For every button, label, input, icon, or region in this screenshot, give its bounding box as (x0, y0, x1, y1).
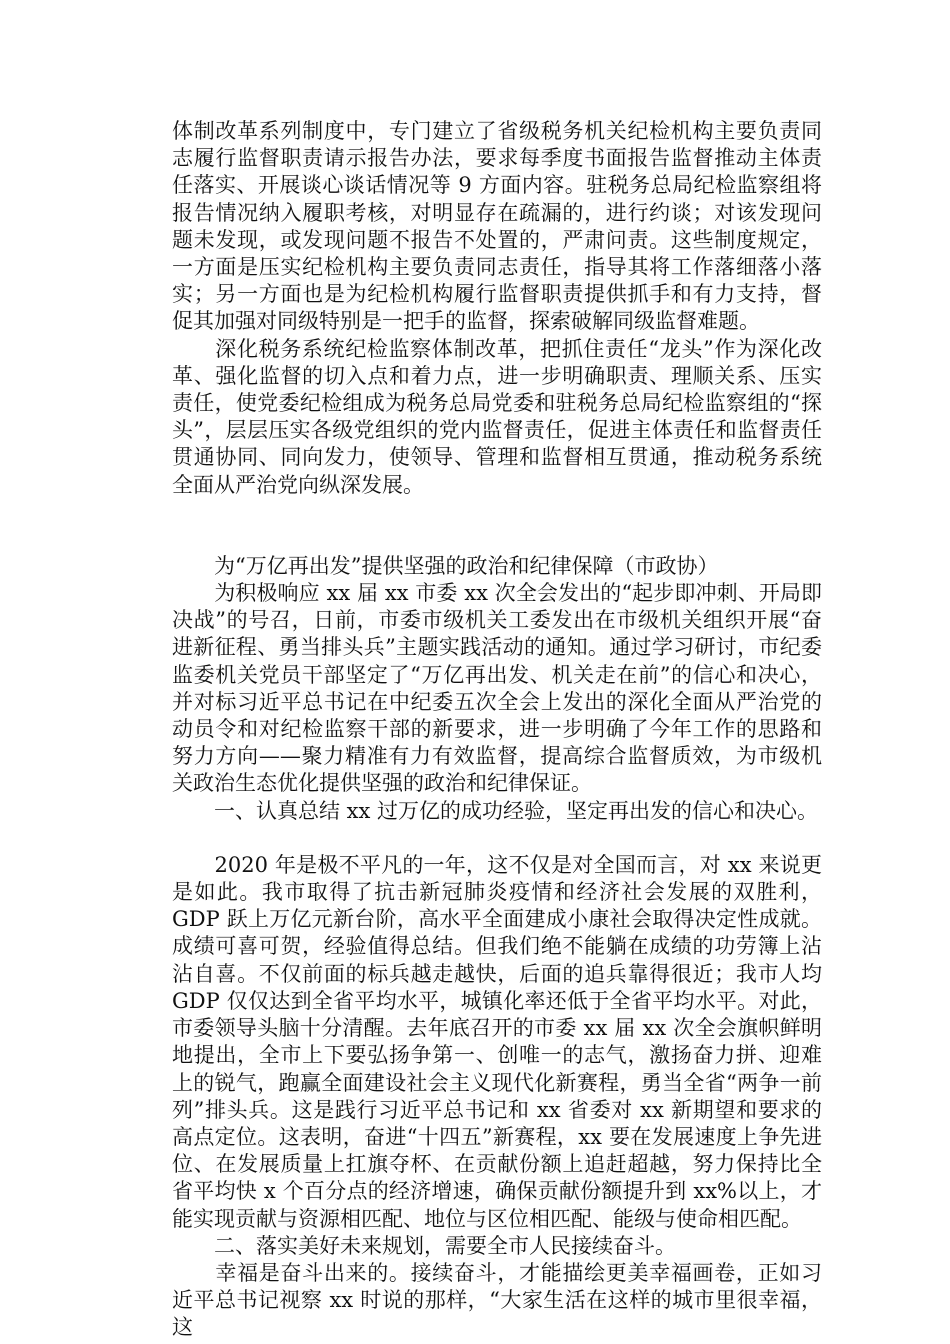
section-spacer (172, 499, 822, 553)
section-heading: 二、落实美好未来规划，需要全市人民接续奋斗。 (172, 1233, 676, 1258)
document-page (172, 118, 822, 1342)
body-paragraph: 体制改革系列制度中，专门建立了省级税务机关纪检机构主要负责同志履行监督职责请示报告办法，要求每季度书面报告监督推动主体责任落实、开展谈心谈话情况等 9 方面内容。驻税务总局纪检监察组将报告情况纳入履职考核，对明显存在疏漏的，进行约谈；对该发现问题未发现，或发现问题不报告不处置的，严肃问责。这些制度规定，一方面是压实纪检机构主要负责同志责任，指导其将工作落细落小落实；另一方面也是为纪检机构履行监督职责提供抓手和有力支持，督促其加强对同级特别是一把手的监督，探索破解同级监督难题。 (172, 119, 822, 334)
section-spacer (172, 825, 822, 852)
article-title: 为“万亿再出发”提供坚强的政治和纪律保障（市政协） (172, 553, 719, 578)
body-paragraph: 深化税务系统纪检监察体制改革，把抓住责任“龙头”作为深化改革、强化监督的切入点和着力点，进一步明确职责、理顺关系、压实责任，使党委纪检组成为税务总局党委和驻税务总局纪检监察组的“探头”，层层压实各级党组织的党内监督责任，促进主体责任和监督责任贯通协同、同向发力，使领导、管理和监督相互贯通，推动税务系统全面从严治党向纵深发展。 (172, 336, 822, 497)
body-paragraph: 为积极响应 xx 届 xx 市委 xx 次全会发出的“起步即冲刺、开局即决战”的号召，日前，市委市级机关工委发出在市级机关组织开展“奋进新征程、勇当排头兵”主题实践活动的通知。通过学习研讨，市纪委监委机关党员干部坚定了“万亿再出发、机关走在前”的信心和决心，并对标习近平总书记在中纪委五次全会上发出的深化全面从严治党的动员令和对纪检监察干部的新要求，进一步明确了今年工作的思路和努力方向——聚力精准有力有效监督，提高综合监督质效，为市级机关政治生态优化提供坚强的政治和纪律保证。 (172, 581, 822, 796)
body-paragraph: 幸福是奋斗出来的。接续奋斗，才能描绘更美幸福画卷，正如习近平总书记视察 xx 时说的那样，“大家生活在这样的城市里很幸福，这 (172, 1260, 822, 1340)
section-heading: 一、认真总结 xx 过万亿的成功经验，坚定再出发的信心和决心。 (172, 798, 819, 823)
body-paragraph: 2020 年是极不平凡的一年，这不仅是对全国而言，对 xx 来说更是如此。我市取得了抗击新冠肺炎疫情和经济社会发展的双胜利，GDP 跃上万亿元新台阶，高水平全面建成小康社会取得决定性成就。成绩可喜可贺，经验值得总结。但我们绝不能躺在成绩的功劳簿上沾沾自喜。不仅前面的标兵越走越快，后面的追兵靠得很近；我市人均 GDP 仅仅达到全省平均水平，城镇化率还低于全省平均水平。对此，市委领导头脑十分清醒。去年底召开的市委 xx 届 xx 次全会旗帜鲜明地提出，全市上下要弘扬争第一、创唯一的志气，激扬奋力拼、迎难上的锐气，跑赢全面建设社会主义现代化新赛程，勇当全省“两争一前列”排头兵。这是践行习近平总书记和 xx 省委对 xx 新期望和要求的高点定位。这表明，奋进“十四五”新赛程，xx 要在发展速度上争先进位、在发展质量上扛旗夺杯、在贡献份额上追赶超越，努力保持比全省平均快 x 个百分点的经济增速，确保贡献份额提升到 xx%以上，才能实现贡献与资源相匹配、地位与区位相匹配、能级与使命相匹配。 (172, 852, 822, 1231)
